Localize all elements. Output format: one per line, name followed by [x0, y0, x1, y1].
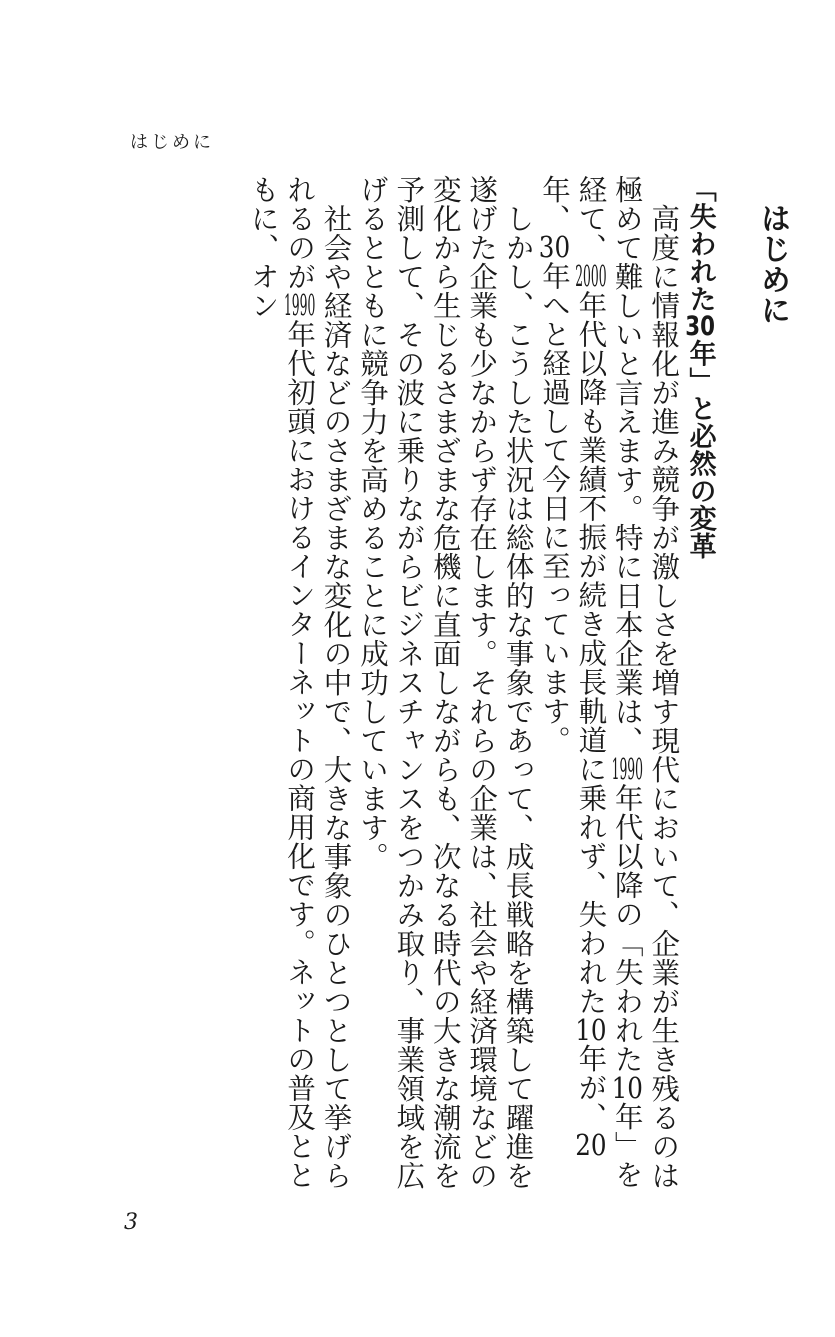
paragraph-1: 高度に情報化が進み競争が激しさを増す現代において、企業が生き残るのは極めて難しいと言えます。特に日本企業は、1990年代以降の「失われた10年」を経て、2000年代以降も業績不振が続き成長軌道に乗れず、失われた10年が、20年、30年へと経過して今日に至っています。 — [537, 175, 681, 1190]
page-body — [100, 175, 790, 1205]
section-heading: 「失われた30年」と必然の変革 — [684, 175, 716, 560]
chapter-title: はじめに — [755, 203, 790, 325]
paragraph-3: 社会や経済などのさまざまな変化の中で、大きな事象のひとつとして挙げられるのが1990年代初頭におけるインターネットの商用化です。ネットの普及とともに、オン — [246, 175, 353, 1190]
running-head: はじめに — [130, 132, 214, 153]
page-number: 3 — [124, 1210, 138, 1235]
paragraph-2: しかし、こうした状況は総体的な事象であって、成長戦略を構築して躍進を遂げた企業も少なからず存在します。それらの企業は、社会や経済環境などの変化から生じるさまざまな危機に直面しながらも、次なる時代の大きな潮流を予測して、その波に乗りながらビジネスチャンスをつかみ取り、事業領域を広げるとともに競争力を高めることに成功しています。 — [355, 175, 535, 1190]
